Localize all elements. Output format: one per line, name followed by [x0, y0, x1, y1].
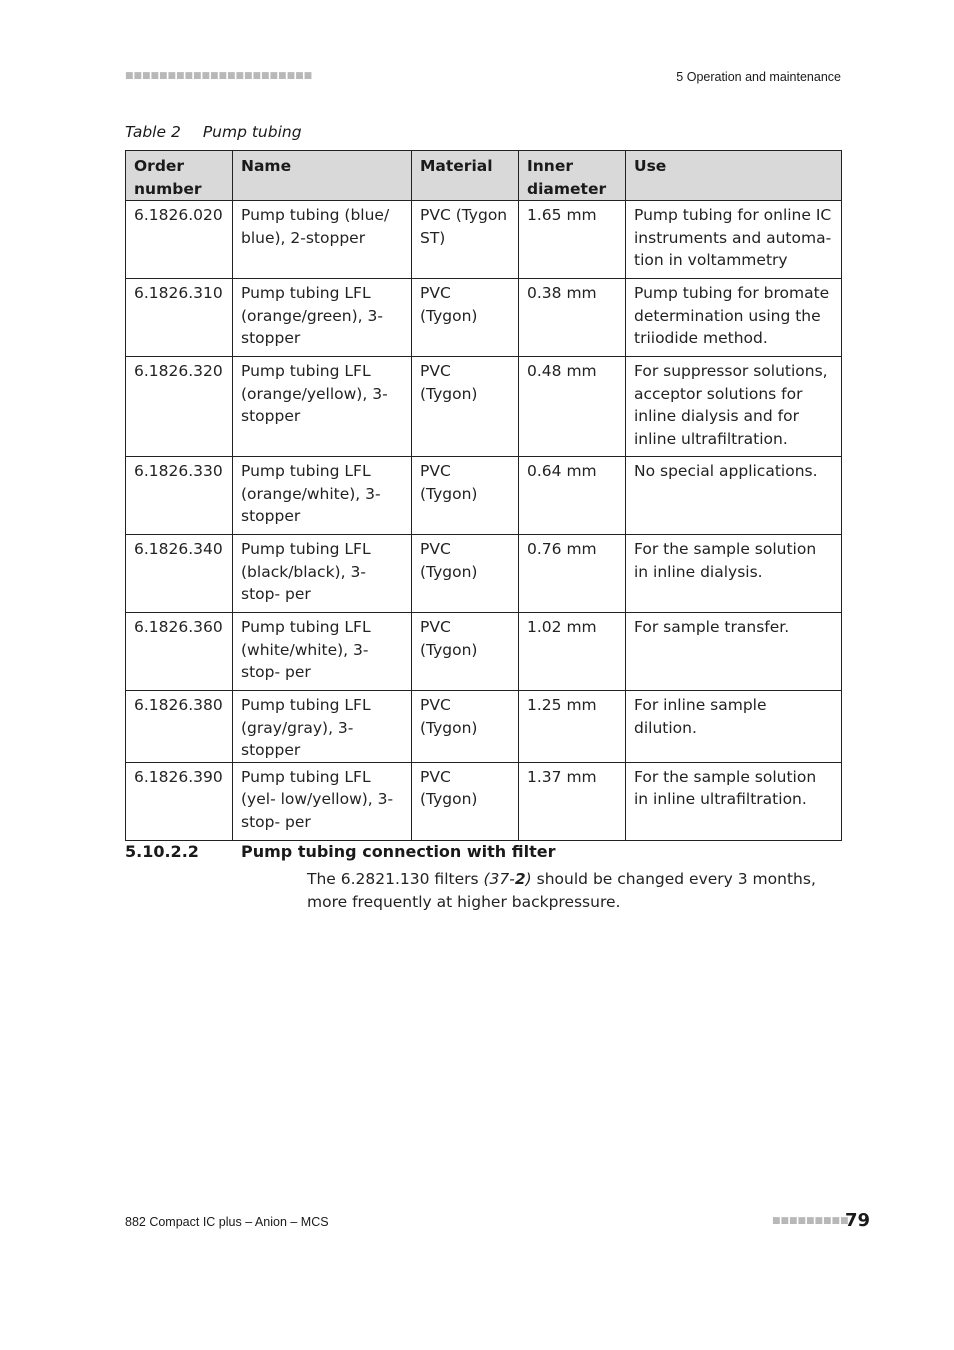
cell-use: Pump tubing for bromate determination using the triiodide method. [626, 279, 842, 357]
cell-inner-diameter: 1.25 mm [519, 691, 626, 763]
cell-inner-diameter: 1.02 mm [519, 613, 626, 691]
cell-material: PVC (Tygon) [412, 762, 519, 840]
body-paragraph [307, 868, 847, 913]
cell-use: No special applications. [626, 457, 842, 535]
column-header-material: Material [412, 151, 519, 201]
cell-order-number: 6.1826.380 [126, 691, 233, 763]
cell-material: PVC (Tygon) [412, 357, 519, 457]
table-row [126, 613, 842, 691]
paragraph-text-after: should be changed every 3 months, more frequently at higher backpressure. [307, 870, 816, 911]
cell-material: PVC (Tygon) [412, 691, 519, 763]
cell-use: Pump tubing for online IC instruments and automa- tion in voltammetry [626, 201, 842, 279]
cell-name: Pump tubing LFL (yel- low/yellow), 3-stop- per [233, 762, 412, 840]
section-number: 5.10.2.2 [125, 842, 199, 861]
cell-order-number: 6.1826.330 [126, 457, 233, 535]
section-heading [125, 842, 556, 861]
cell-use: For sample transfer. [626, 613, 842, 691]
table-row [126, 357, 842, 457]
cell-inner-diameter: 1.37 mm [519, 762, 626, 840]
table-row [126, 535, 842, 613]
cell-name: Pump tubing LFL (orange/white), 3- stopper [233, 457, 412, 535]
footer-decoration-dots: ■■■■■■■■■ [772, 1216, 849, 1226]
page-number: 79 [845, 1210, 871, 1231]
table-row [126, 457, 842, 535]
cell-use: For the sample solution in inline ultrafiltration. [626, 762, 842, 840]
cell-name: Pump tubing (blue/ blue), 2-stopper [233, 201, 412, 279]
figure-reference-item: 2 [514, 870, 526, 888]
cell-order-number: 6.1826.310 [126, 279, 233, 357]
column-header-inner-diameter: Inner diameter [519, 151, 626, 201]
chapter-heading: 5 Operation and maintenance [676, 70, 841, 84]
figure-reference-open: (37- [483, 870, 515, 888]
cell-name: Pump tubing LFL (black/black), 3-stop- per [233, 535, 412, 613]
cell-name: Pump tubing LFL (gray/gray), 3-stopper [233, 691, 412, 763]
cell-name: Pump tubing LFL (white/white), 3-stop- per [233, 613, 412, 691]
cell-order-number: 6.1826.320 [126, 357, 233, 457]
table-row [126, 279, 842, 357]
table-row [126, 762, 842, 840]
cell-use: For inline sample dilution. [626, 691, 842, 763]
cell-inner-diameter: 0.38 mm [519, 279, 626, 357]
table-row [126, 691, 842, 763]
cell-order-number: 6.1826.360 [126, 613, 233, 691]
figure-reference-close: ) [525, 870, 532, 888]
paragraph-text-before: The 6.2821.130 filters [307, 870, 484, 888]
cell-name: Pump tubing LFL (orange/yellow), 3- stopper [233, 357, 412, 457]
cell-material: PVC (Tygon) [412, 279, 519, 357]
cell-material: PVC (Tygon) [412, 457, 519, 535]
cell-inner-diameter: 1.65 mm [519, 201, 626, 279]
table-caption-label: Table 2 [125, 123, 181, 141]
pump-tubing-table [125, 150, 842, 841]
footer-product-name: 882 Compact IC plus – Anion – MCS [125, 1215, 329, 1229]
table-caption [125, 123, 302, 141]
cell-use: For suppressor solutions, acceptor solutions for inline dialysis and for inline ultrafiltration. [626, 357, 842, 457]
table-row [126, 201, 842, 279]
section-title: Pump tubing connection with filter [241, 842, 556, 861]
column-header-use: Use [626, 151, 842, 201]
cell-material: PVC (Tygon) [412, 535, 519, 613]
cell-order-number: 6.1826.340 [126, 535, 233, 613]
header-decoration-dots: ■■■■■■■■■■■■■■■■■■■■■■ [125, 71, 313, 81]
table-header-row [126, 151, 842, 201]
cell-inner-diameter: 0.76 mm [519, 535, 626, 613]
column-header-name: Name [233, 151, 412, 201]
table-caption-title: Pump tubing [202, 123, 302, 141]
column-header-order-number: Order number [126, 151, 233, 201]
cell-order-number: 6.1826.390 [126, 762, 233, 840]
cell-material: PVC (Tygon ST) [412, 201, 519, 279]
table-body [126, 201, 842, 841]
figure-reference[interactable] [484, 870, 532, 888]
cell-name: Pump tubing LFL (orange/green), 3- stopper [233, 279, 412, 357]
cell-use: For the sample solution in inline dialysis. [626, 535, 842, 613]
cell-material: PVC (Tygon) [412, 613, 519, 691]
cell-inner-diameter: 0.64 mm [519, 457, 626, 535]
cell-order-number: 6.1826.020 [126, 201, 233, 279]
cell-inner-diameter: 0.48 mm [519, 357, 626, 457]
